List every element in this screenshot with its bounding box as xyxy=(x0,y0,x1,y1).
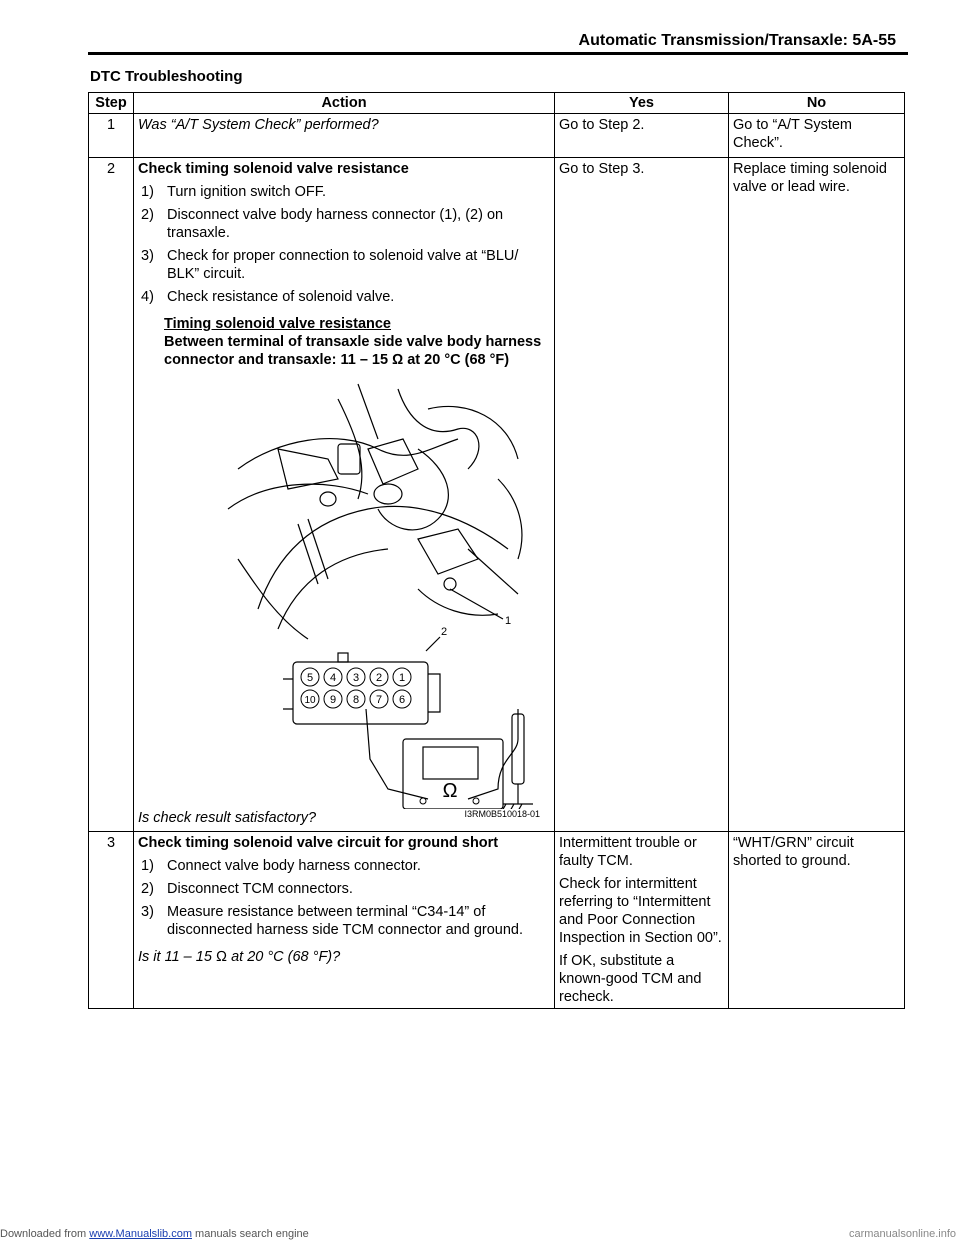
yes-text-3: If OK, substitute a known-good TCM and recheck. xyxy=(559,953,702,1005)
pin-1: 1 xyxy=(398,672,406,684)
footer-suffix: manuals search engine xyxy=(191,1228,309,1240)
table-row xyxy=(89,158,905,832)
figure-label-2: 2 xyxy=(440,626,448,638)
figure-label-1: 1 xyxy=(504,615,512,627)
no-cell: Replace timing solenoid valve or lead wire. xyxy=(729,158,905,832)
header-action: Action xyxy=(134,93,555,114)
list-item: 1) Turn ignition switch OFF. xyxy=(141,184,327,200)
yes-cell xyxy=(555,832,729,1009)
ohm-symbol: Ω xyxy=(442,780,458,802)
page-header-title: Automatic Transmission/Transaxle: 5A-55 xyxy=(578,32,896,49)
table-header-row xyxy=(89,93,905,114)
step-number: 2 xyxy=(89,158,134,832)
step-title: Check timing solenoid valve resistance xyxy=(138,161,409,177)
pin-5: 5 xyxy=(306,672,314,684)
download-footer xyxy=(0,1228,309,1240)
header-rule xyxy=(88,52,908,55)
watermark: carmanualsonline.info xyxy=(848,1228,956,1240)
spec-block xyxy=(138,315,550,369)
action-cell xyxy=(134,832,555,1009)
yes-cell: Go to Step 2. xyxy=(555,114,729,158)
yes-cell: Go to Step 3. xyxy=(555,158,729,832)
spec-title: Timing solenoid valve resistance xyxy=(164,316,391,332)
no-cell: Go to “A/T System Check”. xyxy=(729,114,905,158)
list-item: 4) Check resistance of solenoid valve. xyxy=(141,289,395,305)
footer-prefix: Downloaded from xyxy=(0,1228,90,1240)
pin-6: 6 xyxy=(398,694,406,706)
header-yes: Yes xyxy=(555,93,729,114)
manualslib-link[interactable]: www.Manualslib.com xyxy=(89,1228,192,1240)
question-text: Is check result satisfactory? xyxy=(138,810,317,826)
yes-text-1: Intermittent trouble or faulty TCM. xyxy=(559,835,697,869)
list-item: 3) Check for proper connection to solenoid valve at “BLU/ BLK” circuit. xyxy=(141,248,519,282)
table-row xyxy=(89,832,905,1009)
step-number: 1 xyxy=(89,114,134,158)
step-number: 3 xyxy=(89,832,134,1009)
question-text: Was “A/T System Check” performed? xyxy=(138,117,379,133)
pin-3: 3 xyxy=(352,672,360,684)
spec-text: Between terminal of transaxle side valve body harness connector and transaxle: 11 – 15 Ω at 20 °C (68 °F) xyxy=(164,334,542,368)
yes-text-2: Check for intermittent referring to “Intermittent and Poor Connection Inspection in Section 00”. xyxy=(559,876,722,946)
action-cell xyxy=(134,158,555,832)
list-item: 3) Measure resistance between terminal “C34-14” of disconnected harness side TCM connector and ground. xyxy=(141,904,524,938)
pin-2: 2 xyxy=(375,672,383,684)
pin-10: 10 xyxy=(304,695,316,706)
no-cell: “WHT/GRN” circuit shorted to ground. xyxy=(729,832,905,1009)
pin-7: 7 xyxy=(375,694,383,706)
section-title: DTC Troubleshooting xyxy=(90,68,243,85)
header-step: Step xyxy=(89,93,134,114)
question-text: Is it 11 – 15 Ω at 20 °C (68 °F)? xyxy=(138,949,341,965)
connector-diagram xyxy=(218,379,558,809)
list-item: 2) Disconnect TCM connectors. xyxy=(141,881,353,897)
pin-9: 9 xyxy=(329,694,337,706)
pin-8: 8 xyxy=(352,694,360,706)
list-item: 2) Disconnect valve body harness connector (1), (2) on transaxle. xyxy=(141,207,504,241)
table-row xyxy=(89,114,905,158)
header-no: No xyxy=(729,93,905,114)
figure-code: I3RM0B510018-01 xyxy=(464,809,540,819)
step-title: Check timing solenoid valve circuit for ground short xyxy=(138,835,499,851)
question-line xyxy=(138,809,550,829)
dtc-table xyxy=(88,92,905,1009)
list-item: 1) Connect valve body harness connector. xyxy=(141,858,421,874)
pin-4: 4 xyxy=(329,672,337,684)
action-cell xyxy=(134,114,555,158)
